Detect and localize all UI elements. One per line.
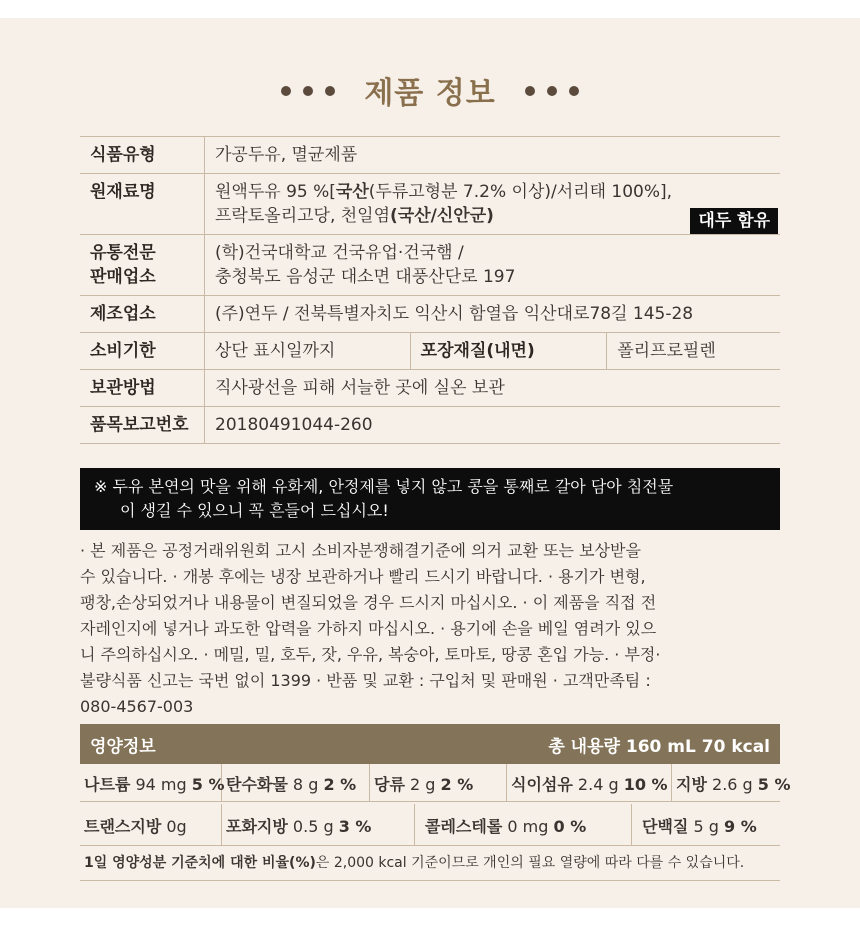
food-type-value: 가공두유, 멸균제품 [205,137,781,174]
shake-notice-box [80,468,780,530]
page-title: 제품 정보 [364,76,496,111]
manufacturer-value: (주)연두 / 전북특별자치도 익산시 함열읍 익산대로78길 145-28 [205,296,781,333]
nutrient-name: 식이섬유 [511,775,573,794]
nutrient-percent: 0 % [553,817,587,836]
nutrient-cell [415,804,632,845]
nutrient-percent: 2 % [323,775,357,794]
title-row [0,68,860,112]
row-manufacturer [80,296,780,333]
nutrient-cell [632,804,780,845]
nutrient-name: 콜레스테롤 [425,817,503,836]
caution-line: 팽창,손상되었거나 내용물이 변질되었을 경우 드시지 마십시오. · 이 제품을 직접 전 [80,593,657,612]
footnote-bold: 1일 영양성분 기준치에 대한 비율(%) [84,855,316,871]
nutrition-total: 총 내용량 160 mL 70 kcal [548,737,770,757]
nutrient-cell [222,764,370,801]
nutrient-cell [672,764,791,801]
ingredients-text-1a: 원액두유 95 %[ [215,182,336,202]
nutrition-row-1 [80,764,791,802]
row-ingredients [80,174,780,235]
row-expiry [80,333,780,370]
nutrient-amount: 94 mg [135,775,187,794]
nutrient-amount: 2.6 g [712,775,753,794]
nutrient-cell [507,764,672,801]
caution-text [80,538,780,720]
expiry-label: 소비기한 [80,333,205,370]
nutrient-name: 나트륨 [84,775,131,794]
storage-label: 보관방법 [80,370,205,407]
food-type-label: 식품유형 [80,137,205,174]
expiry-value: 상단 표시일까지 [205,333,411,370]
notice-line-2: 이 생길 수 있으니 꼭 흔들어 드십시오! [120,501,389,520]
nutrient-cell [222,804,415,845]
nutrient-name: 포화지방 [226,817,288,836]
nutrient-cell [370,764,507,801]
seller-value [205,235,781,296]
nutrient-name: 당류 [374,775,405,794]
nutrition-footnote [80,846,780,881]
row-food-type [80,137,780,174]
row-seller [80,235,780,296]
nutrient-percent: 2 % [440,775,474,794]
notice-line-1: ※ 두유 본연의 맛을 위해 유화제, 안정제를 넣지 않고 콩을 통째로 갈아 담아 침전물 [94,477,674,496]
ingredients-value [205,174,781,235]
nutrient-amount: 2.4 g [577,775,619,794]
nutrient-name: 탄수화물 [226,775,288,794]
caution-line: · 본 제품은 공정거래위원회 고시 소비자분쟁해결기준에 의거 교환 또는 보상받을 [80,541,641,560]
ingredients-text-2b: (국산/신안군) [390,206,494,226]
packaging-label: 포장재질(내면) [410,333,607,370]
nutrient-amount: 8 g [292,775,319,794]
packaging-value: 폴리프로필렌 [607,333,780,370]
seller-label-line1: 유통전문 [90,243,156,263]
caution-line: 니 주의하십시오. · 메밀, 밀, 호두, 잣, 우유, 복숭아, 토마토, 땅콩 혼입 가능. · 부정· [80,645,661,664]
caution-line: 자레인지에 넣거나 과도한 압력을 가하지 마십시오. · 용기에 손을 베일 염려가 있으 [80,619,657,638]
nutrient-amount: 0.5 g [292,817,334,836]
nutrient-percent: 5 % [757,775,791,794]
nutrient-amount: 0 mg [507,817,549,836]
caution-line: 수 있습니다. · 개봉 후에는 냉장 보관하거나 빨리 드시기 바랍니다. · 용기가 변형, [80,567,646,586]
left-dots-ornament [275,81,341,100]
nutrient-cell [80,804,222,845]
caution-line: 080-4567-003 [80,697,194,716]
nutrient-amount: 2 g [410,775,436,794]
nutrient-amount: 5 g [693,817,719,836]
right-dots-ornament [519,81,585,100]
product-info-table [80,136,780,444]
allergen-badge: 대두 함유 [690,208,778,234]
report-number-value: 20180491044-260 [205,407,781,444]
ingredients-label: 원재료명 [80,174,205,235]
nutrient-amount: 0g [166,817,187,836]
manufacturer-label: 제조업소 [80,296,205,333]
storage-value: 직사광선을 피해 서늘한 곳에 실온 보관 [205,370,781,407]
caution-line: 불량식품 신고는 국번 없이 1399 · 반품 및 교환 : 구입처 및 판매원 · 고객만족팀 : [80,671,651,690]
seller-value-line2: 충청북도 음성군 대소면 대풍산단로 197 [215,267,516,287]
ingredients-text-1b: 국산 [335,182,369,202]
nutrient-percent: 5 % [191,775,225,794]
nutrition-row-2 [80,804,780,846]
footnote-rest: 은 2,000 kcal 기준이므로 개인의 필요 열량에 따라 다를 수 있습니다. [315,855,745,871]
nutrient-percent: 3 % [338,817,372,836]
nutrient-percent: 9 % [723,817,757,836]
report-number-label: 품목보고번호 [80,407,205,444]
nutrient-percent: 10 % [623,775,668,794]
ingredients-text-2a: 프락토올리고당, 천일염 [215,206,391,226]
seller-label-line2: 판매업소 [90,267,156,287]
row-storage [80,370,780,407]
nutrient-name: 트랜스지방 [84,817,162,836]
ingredients-text-1c: (두류고형분 7.2% 이상)/서리태 100%], [368,182,673,202]
row-report-number [80,407,780,444]
seller-value-line1: (학)건국대학교 건국유업·건국햄 / [215,243,464,263]
nutrition-header-label: 영양정보 [90,737,156,757]
nutrient-name: 지방 [676,775,707,794]
nutrition-header [80,724,780,764]
nutrient-cell [80,764,225,801]
seller-label [80,235,205,296]
nutrient-name: 단백질 [642,817,689,836]
